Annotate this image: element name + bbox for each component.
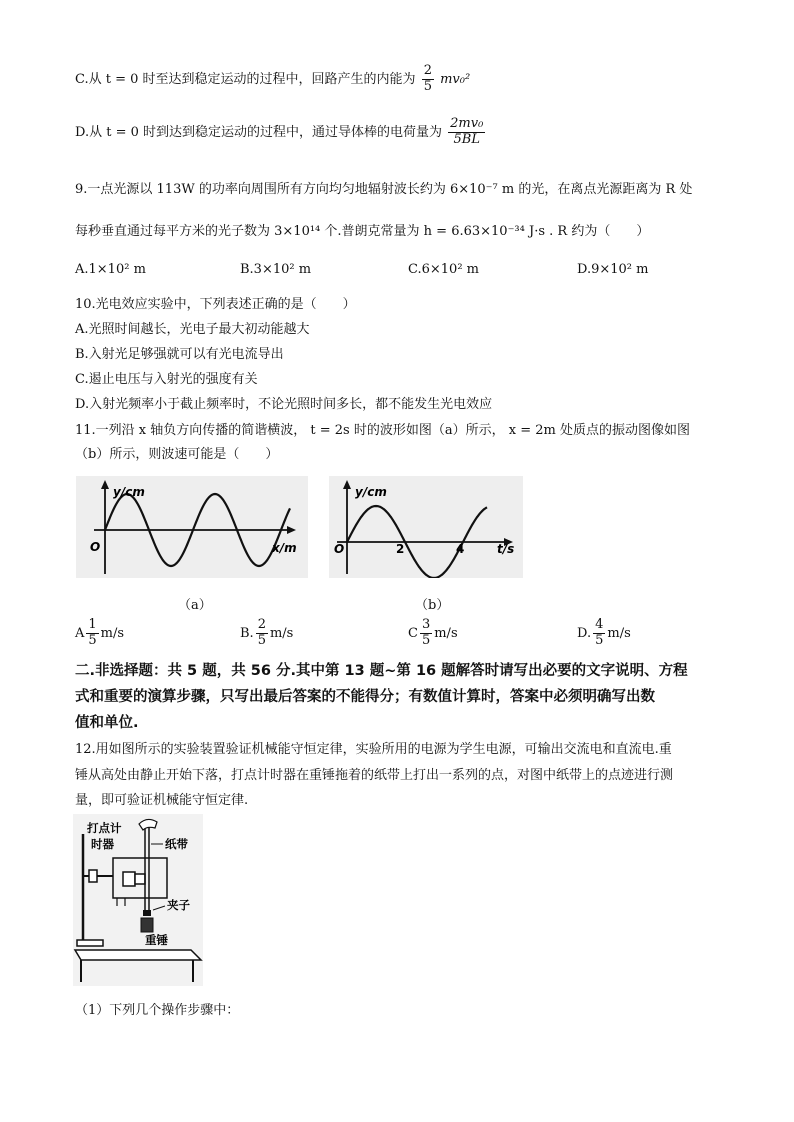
q10-stem: 10.光电效应实验中，下列表述正确的是（ ） <box>75 297 356 312</box>
q9-option-a: A.1×10² m <box>75 262 146 277</box>
label-tape: 纸带 <box>165 837 188 851</box>
q10-option-d: D.入射光频率小于截止频率时，不论光照时间多长，都不能发生光电效应 <box>75 397 493 412</box>
q8-option-c <box>75 64 470 95</box>
graph-b-caption: （b） <box>415 598 450 613</box>
graph-a-y-label: y/cm <box>113 485 145 499</box>
q12-stem-line2: 锤从高处由静止开始下落，打点计时器在重锤拖着的纸带上打出一系列的点，对图中纸带上的点迹进行测 <box>75 768 674 783</box>
q12-stem-line1: 12.用如图所示的实验装置验证机械能守恒定律，实验所用的电源为学生电源，可输出交流电和直流电.重 <box>75 742 672 757</box>
q9-option-d: D.9×10² m <box>577 262 649 277</box>
q9-option-c: C.6×10² m <box>408 262 479 277</box>
q11-option-c: C $\frac{3}{5}$ m/s <box>408 617 458 648</box>
clip <box>143 910 151 916</box>
section2-heading-line3: 值和单位. <box>75 715 139 731</box>
wave-graph-b <box>329 476 523 578</box>
q10-option-b: B.入射光足够强就可以有光电流导出 <box>75 347 284 362</box>
wave-graph-a <box>76 476 308 578</box>
section2-heading-line1: 二.非选择题：共 5 题，共 56 分.其中第 13 题~第 16 题解答时请写出必要的文字说明、方程 <box>75 663 688 679</box>
q11-option-b: B. $\frac{2}{5}$ m/s <box>240 617 294 648</box>
label-weight: 重锤 <box>145 933 168 947</box>
stand-base <box>77 940 103 946</box>
label-timer-line2: 时器 <box>91 837 114 851</box>
q9-stem-line1: 9.一点光源以 113W 的功率向周围所有方向均匀地辐射波长约为 6×10⁻⁷ m 的光，在离点光源距离为 R 处 <box>75 182 693 197</box>
q11-option-a: A $\frac{1}{5}$ m/s <box>75 617 125 648</box>
stand-clamp <box>89 870 97 882</box>
q8-c-fraction: $\frac{2}{5}$ <box>423 63 432 94</box>
q8-d-text: D.从 t = 0 时到达到稳定运动的过程中，通过导体棒的电荷量为 <box>75 124 443 140</box>
graph-b-x-label: t/s <box>497 542 515 556</box>
section2-heading-line2: 式和重要的演算步骤，只写出最后答案的不能得分；有数值计算时，答案中必须明确写出数 <box>75 689 655 705</box>
label-timer-line1: 打点计 <box>87 821 122 835</box>
q11-option-d: D. $\frac{4}{5}$ m/s <box>577 617 631 648</box>
q8-option-d <box>75 117 487 148</box>
q9-stem-line2: 每秒垂直通过每平方米的光子数为 3×10¹⁴ 个.普朗克常量为 h = 6.63×10⁻³⁴ J·s . R 约为（ ） <box>75 224 650 239</box>
q9-option-b: B.3×10² m <box>240 262 312 277</box>
q10-option-c: C.遏止电压与入射光的强度有关 <box>75 372 258 387</box>
graph-a-background <box>76 476 308 578</box>
graph-b-origin: O <box>334 542 345 556</box>
graph-a-caption: （a） <box>178 598 212 613</box>
graph-b-y-label: y/cm <box>355 485 387 499</box>
timer-head <box>135 874 145 884</box>
apparatus-figure <box>73 814 203 986</box>
q11-stem-line2: （b）所示，则波速可能是（ ） <box>75 447 279 462</box>
label-clip: 夹子 <box>167 898 190 912</box>
table-top <box>75 950 201 960</box>
q10-option-a: A.光照时间越长，光电子最大初动能越大 <box>75 322 310 337</box>
timer-coil <box>123 872 135 886</box>
q12-stem-line3: 量，即可验证机械能守恒定律. <box>75 793 249 808</box>
q12-subquestion-1: （1）下列几个操作步骤中： <box>75 1003 240 1018</box>
graph-a-origin: O <box>90 540 101 554</box>
weight-block <box>141 918 153 932</box>
q8-c-expression: mv₀² <box>440 71 471 87</box>
graph-a-x-label: x/m <box>272 541 297 555</box>
q11-stem-line1: 11.一列沿 x 轴负方向传播的简谐横波， t = 2s 时的波形如图（a）所示， x = 2m 处质点的振动图像如图 <box>75 423 690 438</box>
graph-b-tick-2: 2 <box>396 542 405 556</box>
q8-c-text: C.从 t = 0 时至达到稳定运动的过程中，回路产生的内能为 <box>75 71 416 87</box>
graph-b-tick-4: 4 <box>456 542 465 556</box>
q8-d-fraction: $\frac{\text{2mv₀}}{5BL}$ <box>450 116 484 147</box>
